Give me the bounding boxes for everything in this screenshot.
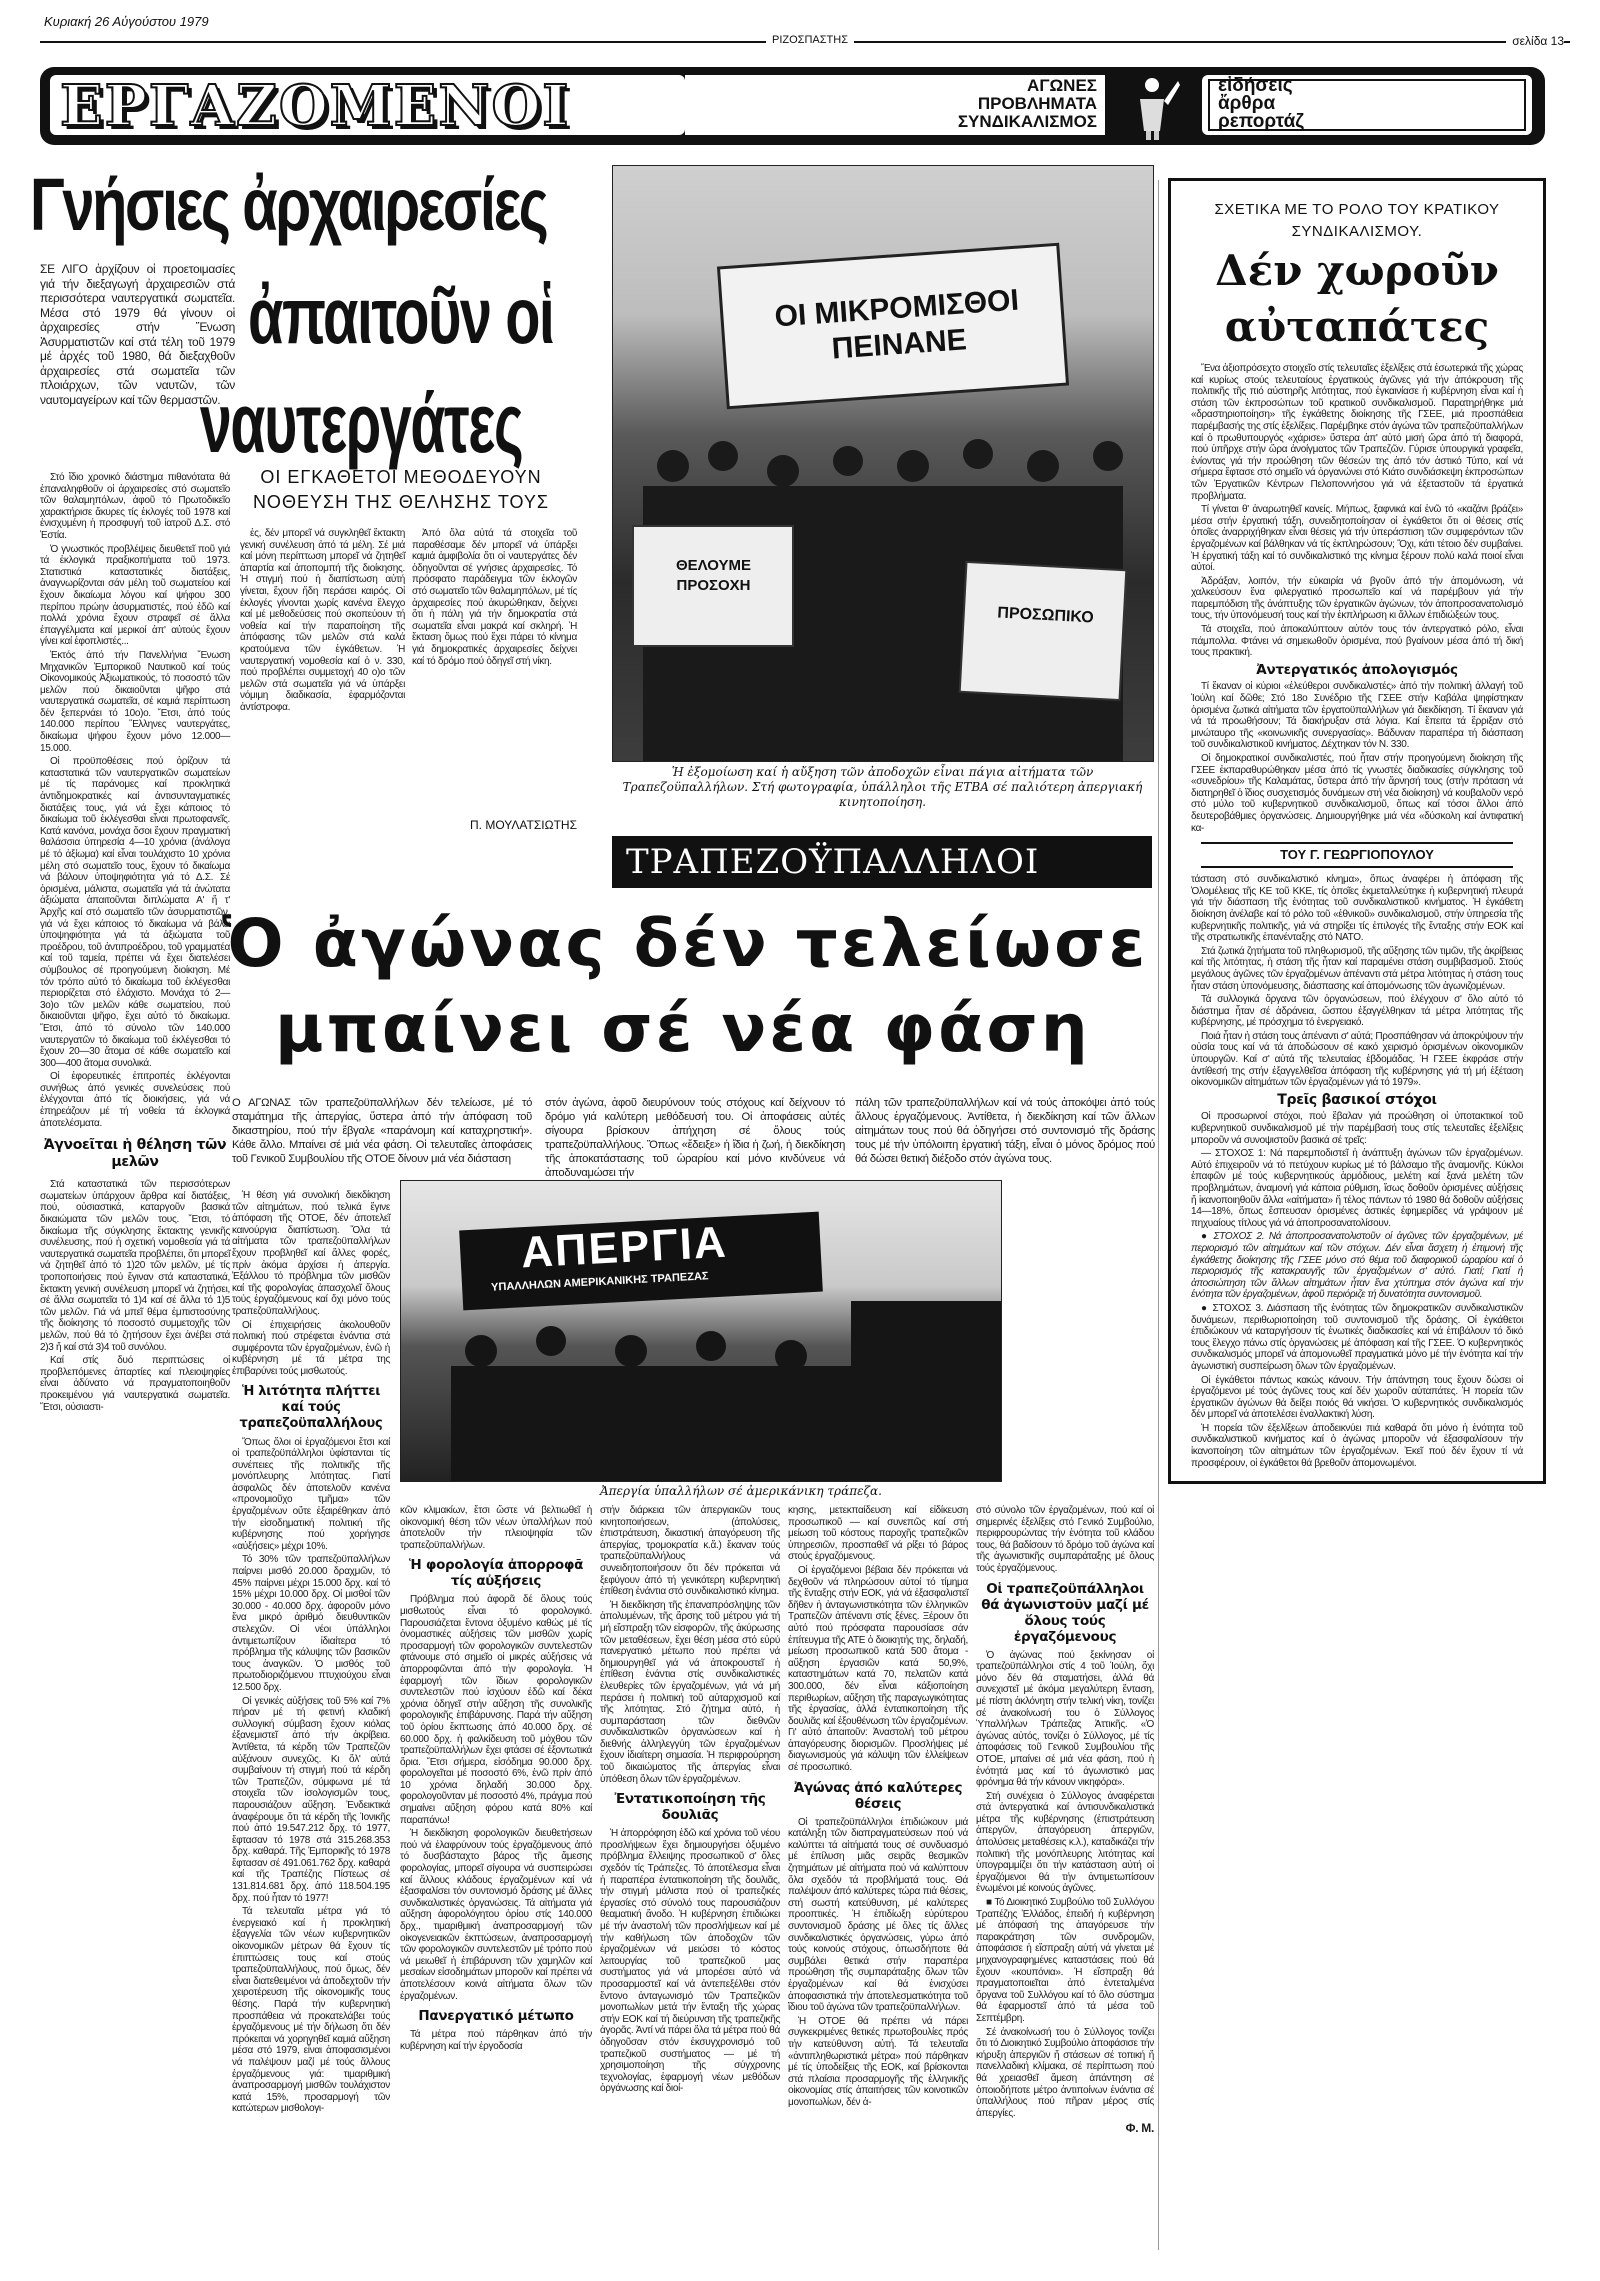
- paragraph: Οἱ γενικές αὐξήσεις τοῦ 5% καί 7% πήραν μέ τή φετινή κλαδική συλλογική σύμβαση ἔχουν κιόλας ἐξανεμιστεῖ ἀπό τήν ἀκρίβεια. Ἀντίθετα, τά κέρδη τῶν Τραπεζῶν αὐξάνουν συνεχῶς. Κι ὅλ' αὐτά συμβαίνουν τή στιγμή πού τά κέρδη τῶν Τραπεζῶν, σύμφωνα μέ τά στοιχεῖα τῶν ἰσολογισμῶν τους, παρουσιάζουν αὔξηση. Ἐνδεικτικά ἀναφέρουμε ὅτι τά κέρδη τῆς Ἰονικῆς πού ἀπό 19.547.212 δρχ. τό 1977, ἔφτασαν τό 1978 στά 315.268.353 δρχ. καθαρά. Τῆς Ἐμπορικῆς τό 1978 ἔφτασαν σέ 491.061.762 δρχ. καθαρά καί τῆς Τραπέζης Πίστεως σέ 131.814.681 δρχ. ἀπό 118.504.195 δρχ. πού ἦταν τό 1977!: [232, 1695, 390, 1904]
- paragraph: Οἱ δημοκρατικοί συνδικαλιστές, πού ἦταν στήν προηγούμενη διοίκηση τῆς ΓΣΕΕ ἐκπαραθυρώθηκαν μέσα ἀπό τίς γνωστές διαδικασίες σύγκλησης τοῦ «συνεδρίου» τῆς Καλαμάτας, ὕστερα ἀπό τήν ἄρνησή τους (στήν πρόταση νά διατηρηθεῖ ὁ ἴδιος συσχετισμός δυνάμεων στή νέα διοίκηση) νά κουβαλοῦν νερό στό μύλο τοῦ κυβερνητικοῦ συνδικαλισμοῦ, ὅπως καί τόσοι ἄλλοι ἀπό δευτεροβάθμιες ὀργανώσεις. Δημιουργήθηκε μιά νέα «δύσκολη καί ἀντιφατική κα-: [1191, 753, 1523, 834]
- signature-moulatsiotis: Π. ΜΟΥΛΑΤΣΙΩΤΗΣ: [470, 818, 577, 832]
- worker-figure-icon: [1118, 71, 1188, 141]
- paragraph: Ὁ ἀγώνας πού ξεκίνησαν οἱ τραπεζοϋπάλληλοι στίς 4 τοῦ Ἰούλη, ὄχι μόνο δέν θά σταματήσει, ἀλλά θά συνεχιστεῖ μέ ἀκόμα μεγαλύτερη ἔνταση, μέ πίστη ἀκλόνητη στήν τελική νίκη, τονίζει σέ ἀνακοίνωσή του ὁ Σύλλογος Ὑπαλλήλων Τράπεζας Ἀττικῆς. «Ὁ ἀγώνας αὐτός, τονίζει ὁ Σύλλογος, μέ τίς ἀποφάσεις τοῦ Γενικοῦ Συμβουλίου τῆς ΟΤΟΕ, μπαίνει σέ μιά νέα φάση, πού ἡ ἑνότητά μας καί τό ἀγωνιστικό μας φρόνημα θά τήν κάνουν νικηφόρα».: [976, 1649, 1154, 1789]
- box-reportaz: ρεπορτάζ: [1218, 111, 1305, 132]
- paragraph: Ἡ θέση γιά συνολική διεκδίκηση τῶν αἰτημάτων, πού τελικά ἔγινε ἀπόφαση τῆς ΟΤΟΕ, δέν ἀποτελεῖ καινούργια διαπίστωση. Ὅλα τά αἰτήματα τῶν τραπεζοϋπαλλήλων ἔχουν προβληθεῖ καί ἄλλες φορές, πρίν ἀκόμα ἀρχίσει ἡ ἀπεργία. Ἐξάλλου τό πρόβλημα τῶν μισθῶν καί τῆς φορολογίας ἀπασχολεῖ ὅλους τούς ἐργαζόμενους καί ὄχι μόνο τούς τραπεζοϋπαλλήλους.: [232, 1190, 390, 1317]
- trapeza-column-2: [400, 1505, 592, 2054]
- paragraph: Οἱ προϋποθέσεις πού ὁρίζουν τά καταστατικά τῶν ναυτεργατικῶν σωματείων μέ τίς παράνομες καί προκλητικά ἀντιδημοκρατικές καί ἀντισυνταγματικές διατάξεις τους, γιά νά ἔχει κάποιος τό δικαίωμα τοῦ ἐκλέγεσθαι εἶναι πρωτοφανεῖς. Κατά κανόνα, μονάχα ὅσοι ἔχουν πραγματική θαλάσσια ὑπηρεσία 4—10 χρόνια (ἀνάλογα μέ τό ἀξίωμα) καί εἶναι τουλάχιστο 10 χρόνια μέλη στό σωματεῖο τους, ἔχουν τό δικαίωμα νά βάλουν ὑποψηφιότητα γιά τό Δ.Σ. Σέ ὁρισμένα, μάλιστα, σωματεῖα γιά τά ἀνώτατα ἀξιώματα ἀπαιτοῦνται διπλώματα Α' ἤ τ' Ἀρχῆς καί στό σωματεῖο τῶν ἀσυρματιστῶν, γιά νά ἔχει κάποιος τό δικαίωμα νά βάλει ὑποψηφιότητα γιά τά ἀξιώματα τοῦ προέδρου, τοῦ ἀντιπροέδρου, τοῦ γραμματέα καί τοῦ ταμεία, πρέπει νά ἔχει διατελέσει σύμβουλος σέ προηγούμενη διοίκηση. Μέ τόν τρόπο αὐτό τό δικαίωμα τοῦ ἐκλέγεσθαι περιορίζεται στό ἐλάχιστο. Μονάχα τό 2—3ο)ο τῶν μελῶν κάθε σωματείου, πού δικαιοῦνται ψῆφο, ἔχει αὐτό τό δικαίωμα. Ἔτσι, ἀπό τό σύνολο τῶν 140.000 ναυτεργατῶν τό δικαίωμα τοῦ ἐκλέγεσθαι τό ἔχουν 20—30 ἄτομα σέ κάθε σωματεῖο καί 300—400 ἄτομα συνολικά.: [40, 756, 230, 1069]
- photo-protest-etva: [612, 165, 1154, 762]
- paragraph: κῶν κλιμακίων, ἔτσι ὥστε νά βελτιωθεῖ ἡ οἰκονομική θέση τῶν νέων ὑπαλλήλων πού ἀποτελοῦν τήν πλειοψηφία τῶν τραπεζοϋπαλλήλων.: [400, 1505, 592, 1551]
- box-eidiseis: εἰδήσεις: [1218, 75, 1293, 96]
- deck: ΟΙ ΕΓΚΑΘΕΤΟΙ ΜΕΘΟΔΕΥΟΥΝ ΝΟΘΕΥΣΗ ΤΗΣ ΘΕΛΗΣΗΣ ΤΟΥΣ: [252, 467, 550, 512]
- paragraph: Τά στοιχεῖα, πού ἀποκαλύπτουν αὐτόν τους τόν ἀντεργατικό ρόλο, εἶναι πάμπολλα. Φτάνει νά σημειωθοῦν ὁρισμένα, πού βγαίνουν μέσα ἀπό τή δική τους πρακτική.: [1191, 624, 1523, 659]
- page-number: σελίδα 13: [1506, 34, 1564, 48]
- trapeza-column-3: [600, 1505, 780, 2097]
- banner-box: [1202, 75, 1532, 135]
- paragraph: Οἱ ἐγκάθετοι πάντως κακώς κάνουν. Τήν ἀπάντηση τους ἔχουν δώσει οἱ ἐργαζόμενοι μέ τούς ἀγῶνες τους καί δέν χωροῦν αὐταπάτες. Ἡ πορεία τῶν ἐργατικῶν ἀγώνων θά δείξει ποιός θά νικήσει. Ὁ κυβερνητικός συνδικαλισμός δέν μπορεῖ νά ἀποτελέσει ἐναλλακτική λύση.: [1191, 1374, 1523, 1421]
- box-arthra: ἄρθρα: [1218, 93, 1276, 114]
- placard-apergia: ΑΠΕΡΓΙΑ: [519, 1217, 729, 1278]
- column-divider: [1158, 180, 1159, 2250]
- paragraph: ■ Τό Διοικητικό Συμβούλιο τοῦ Συλλόγου Τραπέζης Ἑλλάδος, ἐπειδή ἡ κυβέρνηση μέ ἀπόφασή της ἀπαγόρευσε τήν παρακράτηση τῶν συνδρομῶν, ἀποφάσισε ἡ εἴσπραξη αὐτή νά γίνεται μέ μηχανογραφημένες καταστάσεις πού θά ἔχουν «κουπόνια». Ἡ εἴσπραξη θά πραγματοποιεῖται ἀπό ἐντεταλμένα ὄργανα τοῦ Συλλόγου καί τό ὅλο σύστημα θά ἐφαρμοστεῖ ἀπό τά μέσα τοῦ Σεπτέμβρη.: [976, 1897, 1154, 2024]
- paragraph: Οἱ ἐργαζόμενοι βέβαια δέν πρόκειται νά δεχθοῦν νά πληρώσουν αὐτοί τό τίμημα τῆς ἔνταξης στήν ΕΟΚ, γιά νά ἐξασφαλιστεῖ δῆθεν ἡ ἀνταγωνιστικότητα τῶν ἑλληνικῶν Τραπεζῶν ἀπέναντι στίς ξένες. Ξέρουν ὅτι αὐτό πού πρόσφατα παρουσίασε σάν ἐπίτευγμα τῆς ΑΤΕ ὁ διοικητής της, δηλαδή, μείωση προσωπικοῦ κατά 500 ἄτομα - αὔξηση ἐργασιῶν κατά 50,9%, καταστημάτων κατά 70, πελατῶν κατά 300.000, δέν εἶναι κάξιοποίηση περιθωρίων, αὔξηση τῆς παραγωγικότητας τῆς ἐργασίας, ἀλλά ἐντατικοποίηση τῆς δουλιᾶς καί ἐξουθένωση τῶν ἐργαζομένων. Γι' αὐτό ἀπαιτοῦν: Ἀναστολή τοῦ μέτρου ἀπαγόρευσης διορισμῶν. Προσλήψεις μέ διαγωνισμούς γιά κάλυψη τῶν ἐλλείψεων σέ προσωπικό.: [788, 1564, 968, 1774]
- paragraph: Τί ἔκαναν οἱ κύριοι «ἐλεύθεροι συνδικαλιστές» ἀπό τήν πολιτική ἀλλαγή τοῦ Ἰούλη καί δῶθε; Στό 18ο Συνέδριο τῆς ΓΣΕΕ στήν Καβάλα ψηφίστηκαν ὁρισμένα ζωτικά αἰτήματα τῶν ἐργατοϋπαλλήλων γιά διεκδίκηση. Τί ἔκαναν γιά νά τά προωθήσουν; Τά διακήρυξαν στά λόγια. Καί ἔπειτα τά ἔρριξαν στό μινώταυρο τῆς «κοινωνικῆς συνεργασίας». Βάδυναν παραπέρα τή διάσπαση τοῦ συνδικαλιστικοῦ κινήματος. Δέχτηκαν τόν Ν. 330.: [1191, 681, 1523, 751]
- placard-mikromisthoi: ΟΙ ΜΙΚΡΟΜΙΣΘΟΙ ΠΕΙΝΑΝΕ: [773, 283, 1020, 366]
- paragraph: Ἡ διεκδίκηση τῆς ἐπαναπρόσληψης τῶν ἀπολυμένων, τῆς ἄρσης τοῦ μέτρου γιά τή μή εἴσπραξη τῶν εἰσφορῶν, τῆς ἀκύρωσης τῶν μεταθέσεων, ἔχει θέση μέσα στό εὐρύ πανεργατικό μέτωπο πού πρέπει νά δημιουργηθεῖ γιά νά ἀποκρουστεῖ ἡ ἐπίθεση ἐνάντια στίς συνδικαλιστικές ἐλευθερίες τῶν ἐργαζομένων, γιά νά μή περάσει ἡ πολιτική τοῦ αὐταρχισμοῦ καί τῆς λιτότητας. Στό ζήτημα αὐτό, ἡ συμπαράσταση τῶν διεθνῶν συνδικαλιστικῶν ὀργανώσεων καί ἡ διεθνής ἀλληλεγγύη τῶν ἐργαζομένων ἔχουν ἰδιαίτερη σημασία. Ἡ περιφρούρηση τοῦ δικαιώματος τῆς ἀπεργίας εἶναι ὑπόθεση ὅλων τῶν ἐργαζομένων.: [600, 1599, 780, 1785]
- headline-trapeza-1: Ὁ ἀγώνας δέν τελείωσε: [222, 905, 1149, 982]
- paragraph: κησης, μετεκπαίδευση καί εἰδίκευση προσωπικοῦ — καί συνεπῶς καί στή μείωση τοῦ κόστους παροχῆς τραπεζικῶν ὑπηρεσιῶν, προσπαθεῖ νά ρίξει τό βάρος στούς ἐργαζόμενους.: [788, 1505, 968, 1563]
- paragraph: στήν διάρκεια τῶν ἀπεργιακῶν τους κινητοποιήσεων, (ἀπολύσεις, ἐπιστράτευση, δικαστική ἀπαγόρευση τῆς ἀπεργίας, τρομοκρατία κ.ἄ.) ἔκαναν τούς τραπεζοϋπαλλήλους νά συνειδητοποιήσουν ὅτι δέν πρόκειται νά ξεφύγουν ἀπό τή γενικότερη κυβερνητική ἐπίθεση ἐνάντια στό συνδικαλιστικό κίνημα.: [600, 1505, 780, 1598]
- kratikos-body-1: [1191, 363, 1523, 834]
- paragraph: Τά τελευταῖα μέτρα γιά τό ἐνεργειακό καί ἡ προκλητική ἐξαγγελία τῶν νέων κυβερνητικῶν οἰκονομικῶν μέτρων θά ἔχουν τίς ἐπιπτώσεις τους καί στούς τραπεζοϋπαλλήλους, πού ὅμως, δέν εἶναι διατεθειμένοι νά ἀποδεχτοῦν τήν χειροτέρευση τῆς οἰκονομικῆς τους θέσης. Παρά τήν κυβερνητική προσπάθεια νά προκατελάβει τούς ἐργαζόμενους μέ τήν δήλωση ὅτι δέν πρόκειται νά χορηγηθεῖ καμιά αὔξηση μέσα στό 1979, εἶναι ἀποφασισμένοι νά παλέψουν μαζί μέ τούς ἄλλους ἐργαζόμενους γιά: τιμαριθμική ἀναπροσαρμογή μισθῶν τουλάχιστον κατά 15%, προσαρμογή τῶν κατώτερων μισθολογι-: [232, 1906, 390, 2115]
- photo-caption-etva: Ἡ ἐξομοίωση καί ἡ αὔξηση τῶν ἀποδοχῶν εἶναι πάγια αἰτήματα τῶν Τραπεζοϋπαλλήλων. Στή φωτογραφία, ὑπάλληλοι τῆς ΕΤΒΑ σέ παλιότερη ἀπεργιακή κινητοποίηση.: [622, 765, 1143, 809]
- paragraph: Τό 30% τῶν τραπεζοϋπαλλήλων παίρνει μισθό 20.000 δραχμῶν, τό 45% παίρνει μέχρι 15.000 δρχ. καί τό 15% μέχρι 10.000 δρχ. Οἱ μισθοί τῶν 30.000 - 40.000 δρχ. ἀφοροῦν μόνο ἕνα μικρό ἀριθμό διευθυντικῶν στελεχῶν. Οἱ νέοι ὑπάλληλοι ἀντιμετωπίζουν ἰδιαίτερα τό πρόβλημα τῆς κάλυψης τῶν βασικῶν τους ἀναγκῶν. Ὁ μισθός τοῦ πρωτοδιοριζόμενου πτυχιούχου εἶναι 12.500 δρχ.: [232, 1554, 390, 1693]
- paper-name: ΡΙΖΟΣΠΑΣΤΗΣ: [766, 34, 854, 46]
- headline-aftapates: αὐταπάτες: [1224, 302, 1490, 351]
- paragraph: ● ΣΤΟΧΟΣ 3. Διάσπαση τῆς ἑνότητας τῶν δημοκρατικῶν συνδικαλιστικῶν δυνάμεων, περιθωριοποίηση τοῦ συντονισμοῦ τῆς δράσης. Οἱ ἐγκάθετοι ἐπιδιώκουν νά καταργήσουν τίς ἑνωτικές διαδικασίες καί νά ἐπιβάλουν τό δικό τους ἔλεγχο πάνω στίς ὀργανώσεις μέ ἀπόφαση καί τῆς ΓΣΕΕ. Ὁ κυβερνητικός συνδικαλισμός μπορεῖ νά ἀπομονωθεῖ πραγματικά μόνο μέ τήν ἑνότητα καί τήν ἀγωνιστική συσπείρωση ὅλων τῶν ἐργαζομένων.: [1191, 1302, 1523, 1372]
- banner-topics: [958, 77, 1097, 131]
- article-kratikos-box: [1168, 178, 1546, 1484]
- kicker: ΣΧΕΤΙΚΑ ΜΕ ΤΟ ΡΟΛΟ ΤΟΥ ΚΡΑΤΙΚΟΥ ΣΥΝΔΙΚΑΛΙΣΜΟΥ.: [1214, 201, 1500, 240]
- paragraph: στό σύνολο τῶν ἐργαζομένων, πού καί οἱ σημερινές ἐξελίξεις στό Γενικό Συμβούλιο, περιφρουρώντας τήν ἑνότητα τοῦ κλάδου τους, θά βαδίσουν τό δρόμο τοῦ ἀγώνα καί τῆς ἀγωνιστικῆς συμπαράταξης μέ ὅλους τούς ἐργαζόμενους.: [976, 1505, 1154, 1574]
- section-bar-label: ΤΡΑΠΕΖΟΫΠΑΛΛΗΛΟΙ: [626, 842, 1040, 882]
- subhead-entatikopoiisi: Ἐντατικοποίηση τῆς δουλιᾶς: [614, 1791, 766, 1824]
- trapeza-column-1: [232, 1190, 390, 2117]
- paragraph: Ἕνα ἀξιοπρόσεχτο στοιχεῖο στίς τελευταῖες ἐξελίξεις στά ἐσωτερικά τῆς χώρας καί κυρίως στούς τελευταίους ἐργατικούς ἀγῶνες γιά τήν ἀπόκρουση τῆς πολιτικῆς τῆς πιό αὐστηρῆς λιτότητας, πού ἐγκαινίασε ἡ κυβέρνηση εἶναι καί ἡ στάση τῶν ἐκπροσώπων τοῦ κρατικοῦ συνδικαλισμοῦ. Παρατηρήθηκε μιά «δραστηριοποίηση» τῆς ἐγκάθετης διοίκησης τῆς ΓΣΕΕ, μιά προσπάθεια παρέμβασής της στίς ἐξελίξεις. Παρέμβηκε στόν ἀγώνα τῶν τραπεζοϋπαλλήλων καί ὁ πρωθυπουργός «χάρισε» ὕστερα ἀπ' αὐτό μισή ὥρα ἀπό τή διαφορά, πού ὑπῆρχε στήν ὥρα ἀνοίγματος τῶν Τραπεζῶν. Γύρισε ὑπουργικά γραφεῖα, ἐνίοντας γιά τήν προώθηση τῶν θέσεών της ἀπό τόν ἀστικό Τύπο, καί νά σήμερα ἔφτασε στό σημεῖο νά ὀργανώνει στό Κιάτο συνδιάσκεψη ἐκπροσώπων τῶν Ἐργατικῶν Κέντρων Πελοποννήσου γιά νά ἐξεταστοῦν τά ἐργατικά προβλήματα.: [1191, 363, 1523, 502]
- body-column-3: [412, 528, 577, 669]
- paragraph: Ἀπό ὅλα αὐτά τά στοιχεῖα τοῦ παραθέσαμε δέν μπορεῖ νά ὑπάρξει καμιά ἀμφιβολία ὅτι οἱ ναυτεργάτες δέν ὁδηγοῦνται σέ γνήσιες ἀρχαιρεσίες. Τό πρόσφατο παράδειγμα τῶν ἐκλογῶν στό σωματεῖο τῶν θαλαμηπόλων, μέ τίς ἀρχαιρεσίες πού ἀκυρώθηκαν, δείχνει ὅτι ἡ πάλη γιά τήν δημοκρατία στά σωματεῖα εἶναι μακρά καί σκληρή. Ἡ ἔκταση ὅμως πού ἔχει πάρει τό κίνημα γιά δημοκρατικές ἀρχαιρεσίες δείχνει καί τό δρόμο πού ὁδηγεῖ στή νίκη.: [412, 528, 577, 667]
- headline-line-1: Γνήσιες ἀρχαιρεσίες: [30, 163, 547, 246]
- subhead-panergatiko: Πανεργατικό μέτωπο: [418, 2008, 574, 2025]
- subhead-agonas: Ἀγώνας ἀπό καλύτερες θέσεις: [793, 1779, 963, 1812]
- paragraph: Στή συνέχεια ὁ Σύλλογος ἀναφέρεται στά ἀντεργατικά καί ἀντισυνδικαλιστικά μέτρα τῆς κυβέρνησης (ἐπιστράτευση ἀπεργῶν, ἀπαγόρευση ἀπεργιῶν, ἀπολύσεις μεταθέσεις κ.λ.), καταδικάζει τήν πολιτική τῆς μονόπλευρης λιτότητας καί ὑπογραμμίζει ὅτι τήν κατάσταση αὐτή οἱ ἐργαζόμενοι θά τήν ἀντιμετωπίσουν ἑνωμένοι μέ κοινούς ἀγῶνες.: [976, 1790, 1154, 1895]
- kratikos-body-2: [1191, 874, 1523, 1469]
- paragraph: ● ΣΤΟΧΟΣ 2. Νά ἀποπροσανατολιστοῦν οἱ ἀγῶνες τῶν ἐργαζομένων, μέ περιορισμό τῶν αἰτημάτων καί τῶν στόχων. Δέν εἶναι ἄσχετη ἡ ἐπιμονή τῆς ἐγκάθετης διοίκησης τῆς ΓΣΕΕ μόνο στό θέμα τοῦ διαφορικοῦ ὡραρίου καί ὁ περιορισμός τῆς κατακραυγῆς τῶν ἐργαζομένων σ' αὐτό. Γιατί; Γιατί ἡ ἀποσιώπηση τῶν ἄλλων αἰτημάτων ἦταν ἕνα χτύπημα στόν ἀγώνα καί τήν ἑνότητα τῶν ἐργαζομένων, ἀφοῦ περιόριζε τή δυνατότητα συντονισμοῦ.: [1191, 1231, 1523, 1301]
- subhead-treis-stoxoi: Τρεῖς βασικοί στόχοι: [1277, 1091, 1437, 1108]
- paragraph: Οἱ ἐπιχειρήσεις ἀκολουθοῦν πολιτική πού στρέφεται ἐνάντια στά συμφέροντα τῶν ἐργαζομένων, ἐνῶ ἡ κυβέρνηση μέ τά μέτρα της ἐπιβαρύνει τούς μισθωτούς.: [232, 1319, 390, 1377]
- headline-line-2: ἀπαιτοῦν οἱ: [248, 271, 554, 360]
- body-column-1: [40, 472, 230, 1415]
- issue-date: Κυριακή 26 Αὐγούστου 1979: [44, 14, 209, 29]
- byline: ΤΟΥ Γ. ΓΕΩΡΓΙΟΠΟΥΛΟΥ: [1280, 847, 1434, 863]
- paragraph: Τά μέτρα πού πάρθηκαν ἀπό τήν κυβέρνηση καί τήν ἐργοδοσία: [400, 2029, 592, 2052]
- paragraph: Ἡ διεκδίκηση φορολογικῶν διευθετήσεων πού νά ἐλαφρύνουν τούς ἐργαζόμενους ἀπό τό δυσβάσταχτο βάρος τῆς ἄμεσης φορολογίας, μπορεῖ σίγουρα νά συσπειρώσει καί ἄλλους κλάδους ἐργαζομένων καί νά ἐξασφαλίσει τόν συντονισμό δράσης μέ ἄλλες συνδικαλιστικές ὀργανώσεις. Τά αἰτήματα γιά αὔξηση ἀφορολόγητου ὁρίου στίς 140.000 δρχ., τιμαριθμική ἀναπροσαρμογή τῶν οἰκογενειακῶν ἐκπτώσεων, ἀναπροσαρμογή τῶν φορολογικῶν συντελεστῶν μέ τρόπο πού νά μειωθεῖ ἡ ἐπιβάρυνση τῶν χαμηλῶν καί μεσαίων εἰσοδημάτων μποροῦν καί πρέπει νά ἀποτελέσουν κοινά αἰτήματα ὅλων τῶν ἐργαζομένων.: [400, 1828, 592, 2002]
- paragraph: Ἀδράξαν, λοιπόν, τήν εὐκαιρία νά βγοῦν ἀπό τήν ἀπομόνωση, νά χαλκεύσουν ἕνα φιλεργατικό προσωπεῖο καί νά παρέμβουν γιά τήν παρεμπόδιση τῆς ἀνάπτυξης τῶν ἐργατικῶν ἀγώνων, τόν ἀποπροσανατολισμό τους, τήν ὑπονόμευσή τους καί τήν ἐκπλήρωση κι ἄλλων ἐπιδιώξεών τους.: [1191, 575, 1523, 622]
- trapeza-lead-right: πάλη τῶν τραπεζοϋπαλλήλων καί νά τούς ἀποκόψει ἀπό τούς ἄλλους ἐργαζόμενους. Ἀντίθετα, ἡ διεκδίκηση καί τῶν ἄλλων αἰτημάτων τους πού θά ὁδηγήσει στό συντονισμό τῆς δράσης τους μέ τήν ὑπόλοιπη ἐργατική τάξη, εἶναι ὁ μόνος δρόμος πού θά δώσει θετική διέξοδο στόν ἀγώνα τους.: [855, 1097, 1155, 1165]
- paragraph: ἐς, δέν μπορεῖ νά συγκληθεῖ ἔκτακτη γενική συνέλευση ἀπό τά μέλη. Σέ μιά καί μόνη περίπτωση μπορεῖ νά ζητηθεῖ ἀπαρτία καί ἀποπομπή τῆς διοίκησης. Ἡ στιγμή πού ἡ διαπίστωση αὐτή γίνεται, ἔχουν ἤδη περάσει καιρός. Οἱ ἐκλογές γίνονται χωρίς κανένα ἔλεγχο καί μέ μεθοδεύσεις πού σκοπεύουν τή νοθεία καί τήν παραποίηση τῆς ἀπόφασης τῶν μελῶν στά καλά κρατούμενα τῶν ἐγκάθετων. Ἡ ναυτεργατική νομοθεσία καί ὁ ν. 330, πού προβλέπει συμμετοχή 40 ο)ο τῶν μελῶν στά σωματεῖα γιά νά ὑπάρξει νόμιμη διαδικασία, ἐφαρμόζονται ἀντίστροφα.: [240, 528, 405, 713]
- paragraph: Πρόβλημα πού ἀφορᾶ δέ ὅλους τούς μισθωτούς εἶναι τό φορολογικό. Παρουσιάζεται ἔντονα ὀξυμένο καθώς μέ τίς ὀνομαστικές αὐξήσεις τῶν μισθῶν χωρίς προσαρμογή τῶν φορολογικῶν συντελεστῶν φτάνουμε στό σημεῖο οἱ μικρές αὐξήσεις νά ἀπορροφῶνται ἀπό τήν φορολογία. Ἡ ἐφαρμογή τῶν ἴδιων φορολογικῶν συντελεστῶν πού ἰσχύουν ἐδῶ καί δέκα χρόνια ὁδηγεῖ στήν αὔξηση τῆς συνολικῆς φορολογικῆς ἐπιβάρυνσης. Παρά τήν αὔξηση τοῦ ὁρίου ἔκπτωσης ἀπό 40.000 δρχ. σέ 60.000 δρχ. ἡ φαλκίδευση τοῦ μόχθου τῶν τραπεζοϋπαλλήλων ἔχει φτάσει σέ ἐξοντωτικά ὅρια. Ἔτσι σήμερα, εἰσόδημα 90.000 δρχ. φορολογεῖται μέ ποσοστό 6%, ἐνῶ πρίν ἀπό 10 χρόνια δηλαδή 30.000 δρχ. φορολογοῦνταν μέ ποσοστό 4%, πράγμα πού σημαίνει αὔξηση φόρου κατά 80% καί παραπάνω!: [400, 1594, 592, 1826]
- byline-rule-bottom: [1201, 866, 1513, 868]
- subhead-agnoeitai: Ἀγνοεῖται ἡ θέληση τῶν μελῶν: [43, 1137, 227, 1171]
- banner-inner: [50, 75, 685, 135]
- section-bar-trapezoypalliloi: [612, 836, 1152, 888]
- paragraph: Στά καταστατικά τῶν περισσότερων σωματείων ὑπάρχουν ἄρθρα καί διατάξεις, πού, οὐσιαστικά, καταργοῦν βασικά δικαιώματα τῶν μελῶν τους. Ἔτσι, τό δικαίωμα τῆς σύγκλησης ἔκτακτης γενικῆς συνέλευσης, πού ἡ σχετική νομοθεσία γιά τά ναυτεργατικά σωματεῖα προβλέπει, ὅτι μπορεῖ νά ζητηθεῖ ἀπό τό 1)20 τῶν μελῶν, μέ τίς τροποποιήσεις πού ἔγιναν στά καταστατικά, ἔκτακτη γενική συνέλευση μπορεῖ νά ζητήσει, σέ ἄλλα σωματεῖα τό 1)4 καί σέ ἄλλα τό 1)5 τῶν μελῶν. Γιά νά μπεῖ θέμα ἐμπιστοσύνης τῆς διοίκησης τό ποσοστό συμμετοχῆς τῶν μελῶν, πού θά τό ζητήσουν ἔχει ἀνέβει στά 2)3 ἤ καί στά 3)4 τοῦ συνόλου.: [40, 1179, 231, 1353]
- masthead: [36, 10, 1576, 48]
- paragraph: Ἡ ΟΤΟΕ θά πρέπει νά πάρει συγκεκριμένες θετικές πρωτοβουλίες πρός τήν κατεύθυνση αὐτή. Τά τελευταῖα «ἀντιπληθωριστικά μέτρα» πού πάρθηκαν μέ τίς ὑποδείξεις τῆς ΕΟΚ, καί βρίσκονται στά πλαίσια προσαρμογῆς τῆς ἑλληνικῆς οἰκονομίας στίς ἀπαιτήσεις τῶν κοινοτικῶν μονοπωλίων, δέν ἀ-: [788, 2015, 968, 2108]
- subhead-litotita: Ἡ λιτότητα πλήττει καί τούς τραπεζοϋπαλλήλους: [239, 1383, 383, 1431]
- paragraph: Τί γίνεται θ' ἀναρωτηθεῖ κανείς. Μήπως, ξαφνικά καί ἐνῶ τό «καζάνι βράζει» μέσα στήν ἐργατική τάξη, συνειδητοποίησαν οἱ ἐγκάθετοι ὅτι οἱ θέσεις στίς ὁποῖες ἀναρριχήθηκαν εἶναι θέσεις γιά τήν ὑπεράσπιση τῶν συμφερόντων τῶν ἐργαζομένων καί βάλθηκαν νά τίς ἐκπληρώσουν; Ὄχι, κάτι τέτοιο δέν συμβαίνει. Ἡ ἐργατική τάξη καί τό συνδικαλιστικό της κίνημα ξέρουν πολύ καλά ποιοί εἶναι αὐτοί.: [1191, 504, 1523, 574]
- signature-fm: Φ. Μ.: [1125, 2121, 1154, 2136]
- paragraph: Ὁ γνωστικός προβλέψεις διευθετεῖ ποῦ γιά τά ἐκλογικά πραξικοπήματα τοῦ 1973. Στατιστικά καταστατικές διατάξεις, ἀναγνωρίζονται σάν μέλη τοῦ σωματείου καί ἔχουν δικαίωμα λόγου καί ψήφου 300 περίπου πρώην ἀσυρματιστές, πού ἐδῶ καί πολλά χρόνια ἔχουν στραφεῖ σέ ἄλλα ἐπαγγέλματα καί μερικοί ἀπ' αὐτούς ἔχουν γίνει καί ἐφοπλιστές...: [40, 543, 230, 648]
- paragraph: Στό ἴδιο χρονικό διάστημα πιθανότατα θά ἐπαναληφθοῦν οἱ ἀρχαιρεσίες στό σωματεῖο τῶν θαλαμηπόλων, ἀφοῦ τό Πρωτοδικεῖο χαρακτήρισε ἄκυρες τίς ἐκλογές τοῦ 1978 καί ἐνισχυμένη ἡ προσφυγή τοῦ ἰατροῦ Δ.Σ. στό Ἑστία.: [40, 472, 230, 541]
- topic-agones: ΑΓΩΝΕΣ: [1027, 76, 1097, 95]
- section-banner: [40, 67, 1545, 145]
- placard-left: ΘΕΛΟΥΜΕ ΠΡΟΣΟΧΗ: [675, 557, 752, 594]
- banner-box-text: [1218, 77, 1304, 131]
- paragraph: Τά συλλογικά ὄργανα τῶν ὀργανώσεων, πού ἐλέγχουν σ' ὅλο αὐτό τό διάστημα ἦταν σέ ἀδράνεια, ὥσπου ἐξαγγέλθηκαν τά μέτρα λιτότητας τῆς κυβέρνησης, μέ πρόσχημα τό ἐνεργειακό.: [1191, 994, 1523, 1029]
- placard-right: ΠΡΟΣΩΠΙΚΟ: [996, 604, 1095, 627]
- paragraph: Ἡ ἀπορρόφηση ἐδῶ καί χρόνια τοῦ νέου προσλήψεων ἔχει δημιουργήσει ὀξυμένο πρόβλημα ἔλλειψης προσωπικοῦ σ' ὅλες σχεδόν τίς Τράπεζες. Τό ἀποτέλεσμα εἶναι ἡ παραπέρα ἐντατικοποίηση τῆς δουλιᾶς, τήν στιγμή μάλιστα πού οἱ τραπεζικές ἐργασίες στό σύνολό τους παρουσιάζουν θεαματική ἄνοδο. Ἡ κυβέρνηση ἐπιδιώκει μέ τήν ἀναστολή τῶν προσλήψεων καί μέ τήν καθήλωση τῶν ἀποδοχῶν τῶν ἐργαζομένων νά μειώσει τό κόστος λειτουργίας τοῦ τραπεζικοῦ μας συστήματος γιά νά μπορέσει αὐτό νά προσαρμοστεῖ καί νά ἀντεπεξέλθει στόν ἔντονο ἀνταγωνισμό τῶν Τραπεζικῶν μονοπωλίων μετά τήν ἔνταξη τῆς χώρας στήν ΕΟΚ καί τή διεύρυνση τῆς τραπεζικῆς ἀγορᾶς. Ἀντί νά πάρει ὅλα τά μέτρα πού θά ὁδηγοῦσαν στόν ἐκσυγχρονισμό τοῦ τραπεζικοῦ συστήματος — μέ τή χρησιμοποίηση τῆς σύγχρονης τεχνολογίας, ἐφαρμογή νέων μεθόδων ὀργάνωσης καί διοί-: [600, 1828, 780, 2095]
- paragraph: τάσταση στό συνδικαλιστικό κίνημα», ὅπως ἀναφέρει ἡ ἀπόφαση τῆς Ὁλομέλειας τῆς ΚΕ τοῦ ΚΚΕ, τίς ὁποῖες ἐκμεταλλεύτηκε ἡ κυβερνητική πλευρά γιά τήν διάσπαση τῆς ἑνότητας τοῦ συνδικαλιστικοῦ κινήματος. Ἡ ἐγκάθετη διοίκηση ἀνέλαβε καί τό ρόλο τοῦ «ἐθνικοῦ» συνδικαλισμοῦ, στήν ὑπηρεσία τῆς κυβερνητικῆς πολιτικῆς, γιά νά στηρίξει τίς ἐπιλογές τῆς ἔνταξης στήν ΕΟΚ καί τῆς στρατιωτικῆς ἐπανένταξης στό ΝΑΤΟ.: [1191, 874, 1523, 944]
- headline-den-xoroun: Δέν χωροῦν: [1215, 246, 1499, 295]
- body-column-2: [240, 528, 405, 716]
- subhead-anteragatikos: Ἀντεργατικός ἀπολογισμός: [1256, 661, 1458, 678]
- photo-strike-american-bank: [400, 1180, 1002, 1482]
- paragraph: Ποιά ἦταν ἡ στάση τους ἀπέναντι σ' αὐτά; Προσπάθησαν νά ἀποκρύψουν τήν οὐσία τους καί νά τά ἀποδώσουν σέ κακό χειρισμό ὁρισμένων οἰκονομικῶν ὑπουργῶν. Καί σ' αὐτά τῆς τελευταίας ἑβδομάδας. Ἡ ΓΣΕΕ ἐκφράσε στήν ἀντίθεσή της στήν ἐξαγγελθεῖσα ἀπόφαση τῆς κυβέρνησης γιά τή μή ἐξέταση οἰκονομικῶν αἰτημάτων τῶν ἐργαζομένων γιά τό 1979».: [1191, 1030, 1523, 1089]
- trapeza-column-4: [788, 1505, 968, 2111]
- paragraph: Οἱ προσωρινοί στόχοι, πού ἔβαλαν γιά προώθηση οἱ ὑποτακτικοί τοῦ κυβερνητικοῦ συνδικαλισμοῦ μέ τήν παρέμβασή τους στίς τελευταῖες ἐξελίξεις μποροῦν νά συνοψιστοῦν βασικά σέ τρεῖς:: [1191, 1111, 1523, 1146]
- headline-trapeza-2: μπαίνει σέ νέα φάση: [275, 990, 1091, 1067]
- paragraph: — ΣΤΟΧΟΣ 1: Νά παρεμποδιστεῖ ἡ ἀνάπτυξη ἀγώνων τῶν ἐργαζομένων. Αὐτό ἐπιχειροῦν νά τό πετύχουν κυρίως μέ τό βάλσαμο τῆς ἀναμονῆς. Κύκλοι ἐπαφῶν μέ τούς κυβερνητικούς ἁρμόδιους, μελέτη καί ξανά μελέτη τῶν προβλημάτων, ἀναμονή γιά κάποια ρύθμιση, ἴσως δοθοῦν ὁρισμένες αὐξήσεις ἤ ἱκανοποιηθοῦν ἄλλα «αἰτήματα» ἤ τέλος πάντων τό 1980 θά δοθοῦν αὐξήσεις 14—18%, ὅπως ἔσπευσαν ὁρισμένες ἀστικές ἐφημερίδες νά γράψουν μέ πηχυαίους τίτλους γιά νά ἀποπροσανατολίσουν.: [1191, 1148, 1523, 1229]
- photo-caption-strike: Ἀπεργία ὑπαλλήλων σέ ἀμερικάνικη τράπεζα.: [600, 1484, 882, 1498]
- photo-crowd-illustration: [613, 166, 1153, 761]
- topic-provlimata: ΠΡΟΒΛΗΜΑΤΑ: [977, 94, 1097, 113]
- paragraph: Στά ζωτικά ζητήματα τοῦ πληθωρισμοῦ, τῆς αὔξησης τῶν τιμῶν, τῆς ἀκρίβειας καί τῆς λιτότητας, ἡ στάση τῆς ἦταν καί παραμένει στάση συμβιβασμοῦ. Στούς μεγάλους ἀγῶνες τῶν ἐργαζομένων ἀπέναντι στά μέτρα λιτότητας ἡ στάση τους ἦταν στάση ὑπονόμευσης, διάσπασης καί ἀπομόνωσης τῶν ἀγωνιζομένων.: [1191, 945, 1523, 992]
- banner-mid: [685, 75, 1105, 135]
- banner-title: ΕΡΓΑΖΟΜΕΝΟΙ: [60, 75, 571, 135]
- headline-line-3: ναυτεργάτες: [200, 376, 523, 470]
- paragraph: Ἐκτός ἀπό τήν Πανελλήνια Ἕνωση Μηχανικῶν Ἐμπορικοῦ Ναυτικοῦ καί τούς Οἰκονομικούς Ἀξιωματικούς, τό ποσοστό τῶν μελῶν πού δικαιοῦνται ψῆφο στά ναυτεργατικά σωματεῖα, σέ καμιά περίπτωση δέν ξεπερνάει τό 10ο)ο. Ἔτσι, ἀπό τούς 140.000 περίπου Ἕλληνες ναυτεργάτες, δικαίωμα ψήφου ἔχουν μόνο 12.000—15.000.: [40, 649, 230, 754]
- topic-syndikalismos: ΣΥΝΔΙΚΑΛΙΣΜΟΣ: [957, 112, 1097, 131]
- placard-ypallilon: ΥΠΑΛΛΗΛΩΝ ΑΜΕΡΙΚΑΝΙΚΗΣ ΤΡΑΠΕΖΑΣ: [490, 1270, 709, 1294]
- paragraph: Οἱ ἐφορευτικές ἐπιτροπές ἐκλέγονται συνήθως ἀπό γενικές συνελεύσεις πού ἐλέγχονται ἀπό τίς διοικήσεις, γιά νά ἐπηρεάζουν μέ τή νοθεία τά ἐκλογικά ἀποτελέσματα.: [40, 1071, 230, 1129]
- subhead-forologia: Ἡ φορολογία ἀπορροφᾶ τίς αὐξήσεις: [408, 1557, 584, 1590]
- paragraph: Οἱ τραπεζοϋπάλληλοι ἐπιδιώκουν μιά κατάληξη τῶν διαπραγματεύσεων πού νά καλύπτει τά αἰτήματά τους σέ συνδυασμό μέ ἐπίλυση μιᾶς σειρᾶς θεσμικῶν ζητημάτων μέ αἰτήματα πού νά καλύπτουν ὅλα σχεδόν τά προβλήματά τους. Θά παλέψουν ἀπό καλύτερες τώρα πιά θέσεις, στή σωστή κατεύθυνση, μέ καλύτερες προοπτικές. Ἡ ἐπιδίωξη εὐρύτερου συντονισμοῦ δράσης μέ ὅλες τίς ἄλλες συνδικαλιστικές ὀργανώσεις, γύρω ἀπό τούς κοινούς στόχους, ὁπωσδήποτε θά συμβάλει θετικά στήν παραπέρα προώθηση τῆς συμπαράταξης ὅλων τῶν ἐργαζομένων καί θά ἐνισχύσει ἀποφασιστικά τήν ἀποτελεσματικότητα τοῦ ἴδιου τοῦ ἀγώνα τῶν τραπεζοϋπαλλήλων.: [788, 1816, 968, 2014]
- paragraph: Ὅπως ὅλοι οἱ ἐργαζόμενοι ἔτσι καί οἱ τραπεζοϋπάλληλοι ὑφίστανται τίς συνέπειες τῆς πολιτικῆς τῆς μονόπλευρης λιτότητας. Γιατί ἀσφαλῶς δέν ἀποτελοῦν κανένα «προνομιοῦχο τμῆμα» τῶν ἐργαζομένων οὔτε ἐξαιρέθηκαν ἀπό τήν εἰσοδηματική πολιτική τῆς κυβέρνησης πού χορήγησε «αὐξήσεις» μέχρι 10%.: [232, 1436, 390, 1552]
- paragraph: Ἡ πορεία τῶν ἐξελίξεων ἀποδεικνύει πιά καθαρά ὅτι μόνο ἡ ἑνότητα τοῦ συνδικαλιστικοῦ κινήματος καί ὁ ἀγώνας μποροῦν νά ἐξασφαλίσουν τήν ἱκανοποίηση τῶν αἰτημάτων τῶν ἐργαζομένων. Ἐκεῖ πού δέν ἔχουν τί νά προσφέρουν, οἱ ἐγκάθετοι θά βρεθοῦν ἀπομονωμένοι.: [1191, 1422, 1523, 1469]
- trapeza-lead-mid: στόν ἀγώνα, ἀφοῦ διευρύνουν τούς στόχους καί δείχνουν τό δρόμο γιά καλύτερη μεθόδευσή του. Οἱ ἀποφάσεις αὐτές σίγουρα βρίσκουν ἀπήχηση σέ ὅλους τούς τραπεζοϋπαλλήλους. Ὅπως «ἔδειξε» ἡ ἴδια ἡ ζωή, ἡ διεκδίκηση τῆς ἀποκατάστασης τοῦ ὡραρίου καί μόνο κινδύνευε νά ἀποδυναμώσει τήν: [545, 1097, 845, 1179]
- paragraph: Καί στίς δυό περιπτώσεις οἱ προβλεπόμενες ἀπαρτίες καί πλειοψηφίες εἶναι ἀδύνατο νά πραγματοποιηθοῦν προκειμένου γιά ναυτεργατικά σωματεῖα. Ἔτσι, οὐσιαστι-: [40, 1355, 230, 1413]
- subhead-mazi: Οἱ τραπεζοϋπάλληλοι θά ἀγωνιστοῦν μαζί μέ ὅλους τούς ἐργαζόμενους: [981, 1580, 1149, 1645]
- lead-paragraph: ΣΕ ΛΙΓΟ ἀρχίζουν οἱ προετοιμασίες γιά τήν διεξαγωγή ἀρχαιρεσιῶν στά περισσότερα ναυτεργατικά σωματεῖα. Μέσα στό 1979 θά γίνουν οἱ ἀρχαιρεσίες στήν Ἕνωση Ἀσυρματιστῶν καί στά τέλη τοῦ 1979 μέ ἀρχές τοῦ 1980, θά διεξαχθοῦν ἀρχαιρεσίες στά σωματεῖα τῶν πλοιάρχων, τῶν ναυτῶν, τῶν ναυτομαγείρων καί τῶν θερμαστῶν.: [40, 262, 235, 407]
- trapeza-column-5: [976, 1505, 1154, 2135]
- trapeza-lead-left: Ο ΑΓΩΝΑΣ τῶν τραπεζοϋπαλλήλων δέν τελείωσε, μέ τό σταμάτημα τῆς ἀπεργίας, ὕστερα ἀπό τήν ἀπόφαση τοῦ δικαστηρίου, πού τήν ἔβγαλε «παράνομη καί καταχρηστική». Κάθε ἄλλο. Μπαίνει σέ μιά νέα φάση. Οἱ τελευταῖες ἀποφάσεις τοῦ Γενικοῦ Συμβουλίου τῆς ΟΤΟΕ δίνουν μιά νέα διάσταση: [232, 1097, 532, 1165]
- paragraph: Σέ ἀνακοίνωσή του ὁ Σύλλογος τονίζει ὅτι τό Διοικητικό Συμβούλιο ἀποφάσισε τήν κήρυξη ἀπεργιῶν ἤ στάσεων σέ τοπική ἤ πανελλαδική κλίμακα, σέ περίπτωση πού θά χρειασθεῖ ἄμεση ἀπάντηση σέ ὁποιοδήποτε μέτρο ἀντιποίνων ἐνάντια σέ ὑπαλλήλους πού πῆραν μέρος στίς ἀπεργίες.: [976, 2026, 1154, 2119]
